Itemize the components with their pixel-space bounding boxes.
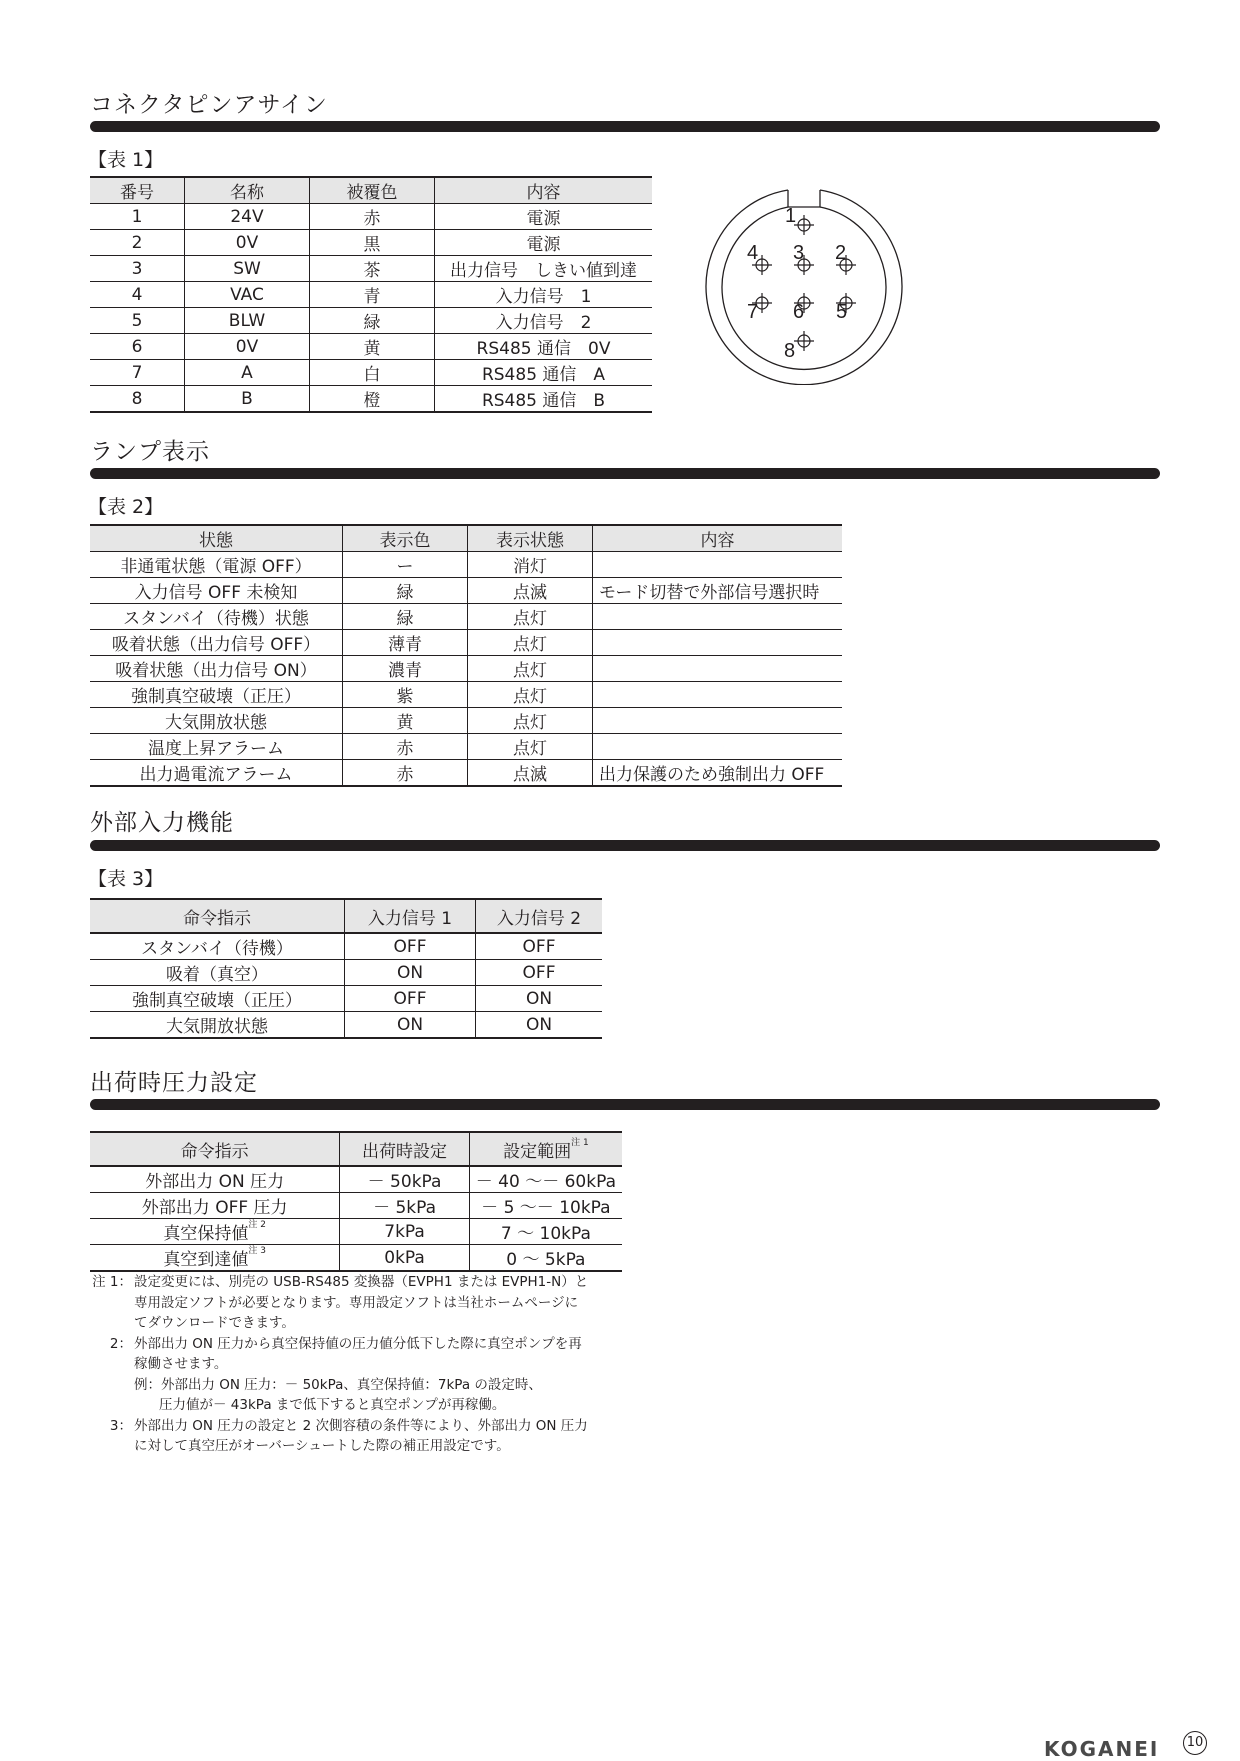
cell: 赤: [343, 760, 468, 787]
factory-pressure-table: [90, 1131, 622, 1272]
pin-assignment-table: [90, 176, 652, 413]
note-3-line: 外部出力 ON 圧力の設定と 2 次側容積の条件等により、外部出力 ON 圧力: [134, 1417, 588, 1434]
cell: 橙: [310, 386, 435, 413]
cell: 黄: [310, 334, 435, 360]
table-row: [90, 604, 842, 630]
table-row: [90, 308, 652, 334]
cell: 点滅: [468, 760, 593, 787]
note-1-line: 専用設定ソフトが必要となります。専用設定ソフトは当社ホームページに: [134, 1294, 579, 1311]
cell: 黄: [343, 708, 468, 734]
cell: 電源: [435, 204, 653, 230]
table-row: [90, 334, 652, 360]
cell: 点灯: [468, 630, 593, 656]
cell: 紫: [343, 682, 468, 708]
table-row: [90, 986, 602, 1012]
note-2-example: 圧力値が－ 43kPa まで低下すると真空ポンプが再稼働。: [159, 1397, 506, 1413]
table-row: [90, 1193, 622, 1219]
section-divider: [90, 840, 1160, 851]
table-row: [90, 960, 602, 986]
koganei-logo: KOGANEI: [1044, 1737, 1160, 1761]
cell: 吸着状態（出力信号 ON）: [90, 656, 343, 682]
table-row: [90, 578, 842, 604]
section-divider: [90, 1099, 1160, 1110]
note-3-line: に対して真空圧がオーバーシュートした際の補正用設定です。: [134, 1438, 510, 1454]
setting-range-label: 設定範囲: [503, 1141, 572, 1162]
cell: 白: [310, 360, 435, 386]
cell: 外部出力 OFF 圧力: [141, 1198, 288, 1218]
pin-label-5: 5: [836, 301, 848, 323]
note-2-line: 外部出力 ON 圧力から真空保持値の圧力値分低下した際に真空ポンプを再: [134, 1335, 582, 1352]
cell: 6: [90, 334, 185, 360]
cell: スタンバイ（待機）: [90, 933, 345, 960]
table-label-1: 【表 1】: [88, 149, 164, 171]
cell: 点灯: [468, 682, 593, 708]
cell: 0kPa: [340, 1245, 469, 1272]
cell: 4: [90, 282, 185, 308]
external-input-table: [90, 898, 602, 1039]
table-row: [90, 734, 842, 760]
cell: スタンバイ（待機）状態: [90, 604, 343, 630]
col-header-number: 番号: [90, 177, 185, 204]
cell: － 5 ～－ 10kPa: [469, 1193, 622, 1219]
section-divider: [90, 468, 1160, 479]
cell: [593, 682, 843, 708]
col-header-setting-range: [469, 1132, 622, 1166]
cell: 1: [90, 204, 185, 230]
note-2-marker: 2：: [109, 1335, 132, 1352]
cell: 消灯: [468, 552, 593, 578]
section-title-lamp-display: ランプ表示: [90, 439, 210, 465]
cell: 吸着（真空）: [90, 960, 345, 986]
pin-label-8: 8: [784, 340, 796, 362]
cell: 入力信号 1: [435, 282, 653, 308]
cell: 入力信号 OFF 未検知: [90, 578, 343, 604]
cell: ON: [476, 1012, 603, 1039]
table-row: [90, 708, 842, 734]
cell: 0V: [185, 230, 310, 256]
note-2-example: 例：外部出力 ON 圧力：－ 50kPa、真空保持値：7kPa の設定時、: [134, 1376, 542, 1393]
cell: 0V: [185, 334, 310, 360]
cell: 強制真空破壊（正圧）: [90, 682, 343, 708]
cell: 電源: [435, 230, 653, 256]
cell: 外部出力 ON 圧力: [145, 1172, 285, 1192]
note-1-line: 設定変更には、別売の USB-RS485 変換器（EVPH1 または EVPH1-N）と: [134, 1274, 589, 1290]
cell: [593, 552, 843, 578]
cell: SW: [185, 256, 310, 282]
cell: 茶: [310, 256, 435, 282]
section-divider: [90, 121, 1160, 132]
table-row: [90, 760, 842, 787]
page-number: 10: [1183, 1731, 1207, 1755]
cell: 黒: [310, 230, 435, 256]
table-row: [90, 386, 652, 413]
table-row: [90, 933, 602, 960]
table-row: [90, 552, 842, 578]
note-1-line: てダウンロードできます。: [134, 1315, 295, 1331]
cell: 薄青: [343, 630, 468, 656]
cell: モード切替で外部信号選択時: [593, 578, 843, 604]
cell: OFF: [345, 986, 476, 1012]
table-row: [90, 230, 652, 256]
cell: OFF: [476, 960, 603, 986]
table-row: [90, 204, 652, 230]
col-header-content: 内容: [435, 177, 653, 204]
connector-pin-diagram: [694, 185, 904, 385]
cell: RS485 通信 A: [435, 360, 653, 386]
cell: 非通電状態（電源 OFF）: [90, 552, 343, 578]
cell: 青: [310, 282, 435, 308]
pin-label-1: 1: [785, 205, 797, 227]
cell: [593, 630, 843, 656]
cell: 大気開放状態: [90, 708, 343, 734]
pin-label-4: 4: [747, 242, 759, 264]
table-row: [90, 1245, 622, 1272]
col-header-state: 状態: [90, 525, 343, 552]
table-row: [90, 256, 652, 282]
note-2-line: 稼働させます。: [134, 1356, 228, 1372]
cell: RS485 通信 B: [435, 386, 653, 413]
pin-label-2: 2: [835, 242, 847, 264]
section-title-factory-pressure: 出荷時圧力設定: [90, 1070, 258, 1096]
pin-label-3: 3: [793, 242, 805, 264]
cell: 出力保護のため強制出力 OFF: [593, 760, 843, 787]
cell: [593, 734, 843, 760]
footnotes: [90, 1272, 650, 1457]
cell: 真空保持値: [163, 1224, 249, 1244]
cell: 点灯: [468, 708, 593, 734]
cell: 緑: [310, 308, 435, 334]
cell: 入力信号 2: [435, 308, 653, 334]
cell: 赤: [343, 734, 468, 760]
cell: BLW: [185, 308, 310, 334]
col-header-display-color: 表示色: [343, 525, 468, 552]
note-1-marker: 注 1：: [92, 1274, 132, 1290]
col-header-command: 命令指示: [90, 899, 345, 933]
cell: 点灯: [468, 604, 593, 630]
note-marker: 注 2: [248, 1220, 266, 1230]
table-label-2: 【表 2】: [88, 496, 164, 518]
table-row: [90, 1219, 622, 1245]
cell: ー: [343, 552, 468, 578]
cell: ON: [345, 1012, 476, 1039]
cell: B: [185, 386, 310, 413]
cell: 5: [90, 308, 185, 334]
col-header-display-state: 表示状態: [468, 525, 593, 552]
table-row: [90, 656, 842, 682]
col-header-command: 命令指示: [90, 1132, 340, 1166]
table-row: [90, 1166, 622, 1193]
section-title-connector-pins: コネクタピンアサイン: [90, 92, 328, 118]
cell: 7kPa: [340, 1219, 469, 1245]
section-title-external-input: 外部入力機能: [90, 810, 234, 836]
cell: 7: [90, 360, 185, 386]
cell: 出力信号 しきい値到達: [435, 256, 653, 282]
table-row: [90, 1012, 602, 1039]
table-row: [90, 682, 842, 708]
cell: [593, 656, 843, 682]
cell: OFF: [476, 933, 603, 960]
cell: 8: [90, 386, 185, 413]
cell: 大気開放状態: [90, 1012, 345, 1039]
table-row: [90, 630, 842, 656]
cell: ON: [345, 960, 476, 986]
cell: 3: [90, 256, 185, 282]
col-header-factory-setting: 出荷時設定: [340, 1132, 469, 1166]
cell: [593, 708, 843, 734]
cell: － 40 ～－ 60kPa: [469, 1166, 622, 1193]
col-header-name: 名称: [185, 177, 310, 204]
cell: 濃青: [343, 656, 468, 682]
col-header-input-1: 入力信号 1: [345, 899, 476, 933]
cell: 0 ～ 5kPa: [469, 1245, 622, 1272]
cell: A: [185, 360, 310, 386]
lamp-display-table: [90, 524, 842, 787]
cell: 24V: [185, 204, 310, 230]
cell: 赤: [310, 204, 435, 230]
cell: 点灯: [468, 734, 593, 760]
cell: 点灯: [468, 656, 593, 682]
table-row: [90, 360, 652, 386]
cell: － 5kPa: [340, 1193, 469, 1219]
table-label-3: 【表 3】: [88, 868, 164, 890]
cell: 吸着状態（出力信号 OFF）: [90, 630, 343, 656]
cell: VAC: [185, 282, 310, 308]
table-row: [90, 282, 652, 308]
cell: 強制真空破壊（正圧）: [90, 986, 345, 1012]
cell: RS485 通信 0V: [435, 334, 653, 360]
cell: 緑: [343, 604, 468, 630]
note-marker: 注 1: [571, 1137, 589, 1148]
cell: 7 ～ 10kPa: [469, 1219, 622, 1245]
cell: 緑: [343, 578, 468, 604]
pin-label-7: 7: [747, 301, 759, 323]
pin-label-6: 6: [793, 301, 805, 323]
cell: 出力過電流アラーム: [90, 760, 343, 787]
col-header-color: 被覆色: [310, 177, 435, 204]
cell: OFF: [345, 933, 476, 960]
cell: 温度上昇アラーム: [90, 734, 343, 760]
col-header-input-2: 入力信号 2: [476, 899, 603, 933]
col-header-content: 内容: [593, 525, 843, 552]
cell: 真空到達値: [163, 1250, 249, 1270]
note-3-marker: 3：: [109, 1417, 132, 1434]
cell: － 50kPa: [340, 1166, 469, 1193]
note-marker: 注 3: [248, 1246, 266, 1256]
cell: [593, 604, 843, 630]
cell: 点滅: [468, 578, 593, 604]
cell: 2: [90, 230, 185, 256]
cell: ON: [476, 986, 603, 1012]
